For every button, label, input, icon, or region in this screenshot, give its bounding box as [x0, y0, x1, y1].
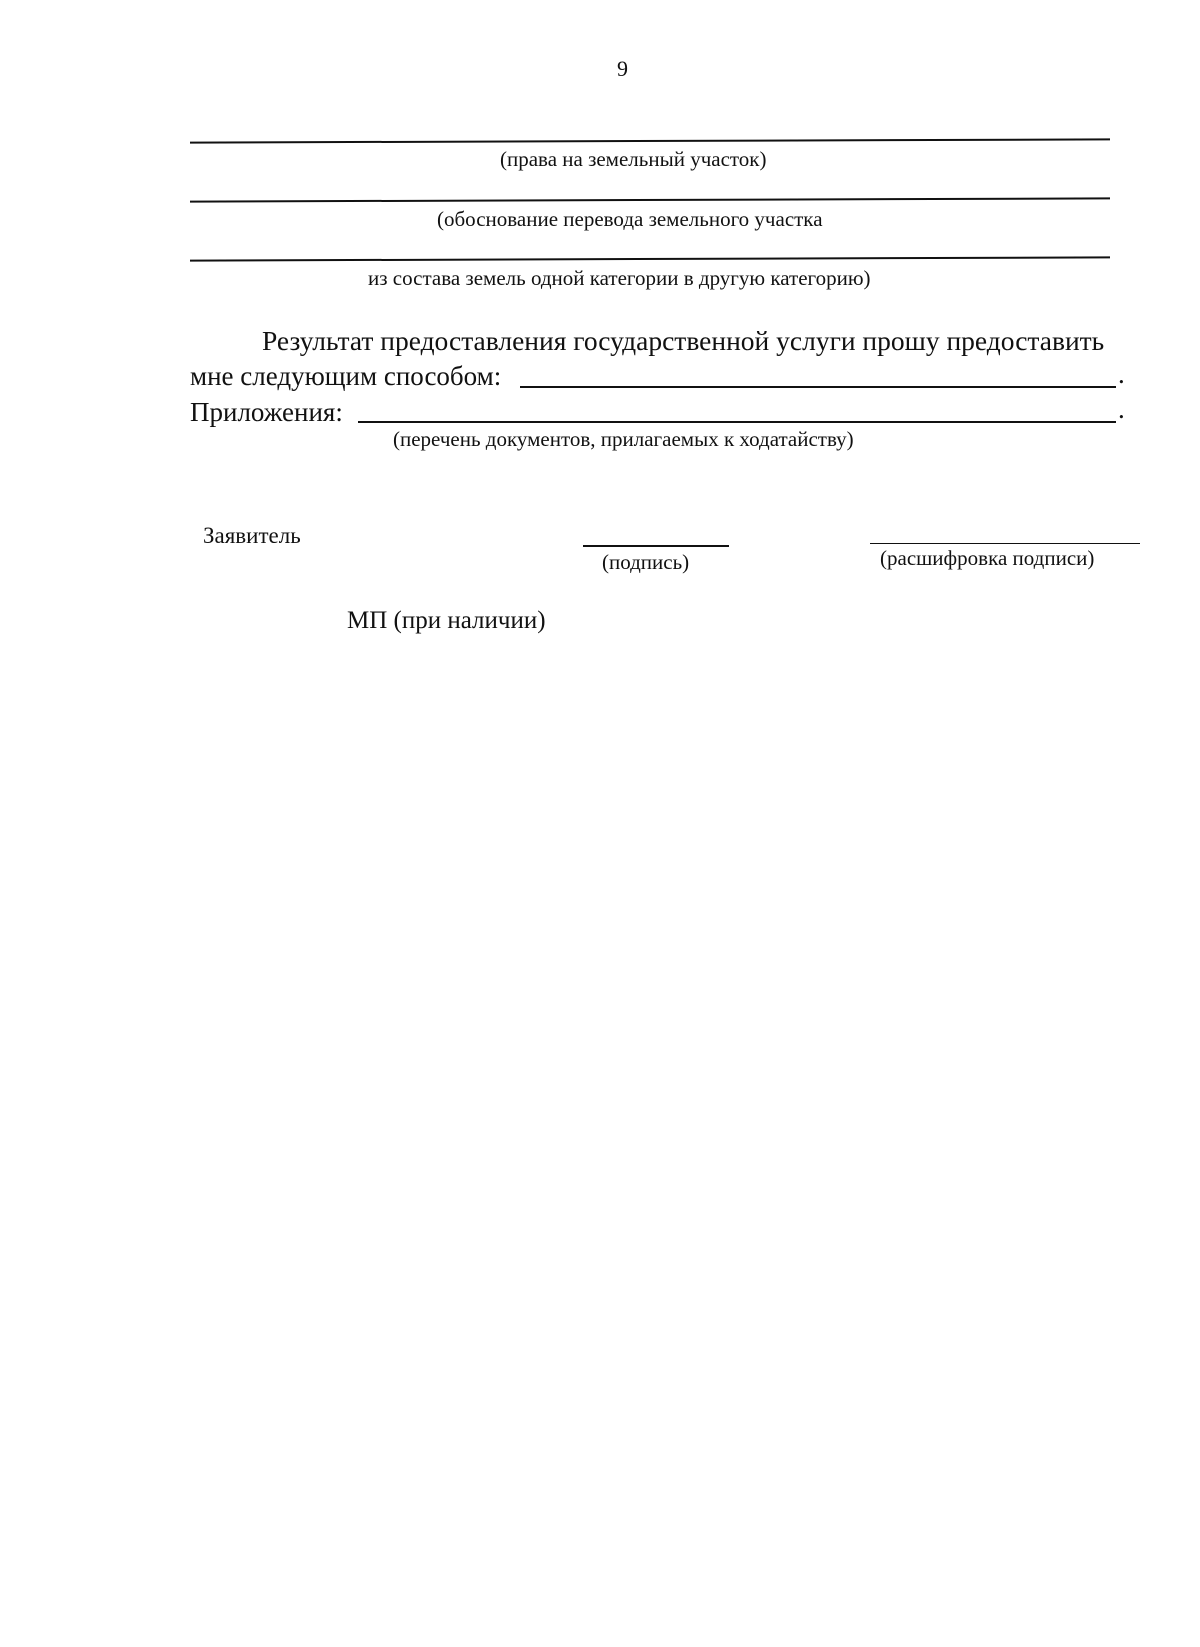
result-method-line — [520, 386, 1116, 388]
signature-decoding-line — [870, 543, 1140, 544]
applicant-label: Заявитель — [203, 523, 301, 548]
attachments-label: Приложения: — [190, 397, 343, 427]
transfer-reason-caption-1: (обоснование перевода земельного участка — [437, 207, 823, 231]
land-rights-line — [190, 138, 1110, 143]
page-number: 9 — [617, 56, 628, 81]
signature-line — [583, 545, 729, 547]
land-rights-caption: (права на земельный участок) — [500, 147, 767, 171]
transfer-reason-line-2 — [190, 256, 1110, 261]
signature-caption: (подпись) — [602, 550, 690, 574]
signature-decoding-caption: (расшифровка подписи) — [880, 546, 1095, 570]
result-line-2-label: мне следующим способом: — [190, 361, 502, 391]
transfer-reason-line-1 — [190, 197, 1110, 202]
result-line-1: Результат предоставления государственной услуги прошу предоставить — [262, 325, 1105, 356]
attachments-line — [358, 421, 1116, 423]
result-line-2-end: . — [1118, 359, 1125, 389]
transfer-reason-caption-2: из состава земель одной категории в другую категорию) — [368, 266, 871, 290]
attachments-caption: (перечень документов, прилагаемых к ходатайству) — [393, 427, 854, 451]
attachments-end: . — [1118, 394, 1125, 424]
stamp-label: МП (при наличии) — [347, 607, 546, 634]
